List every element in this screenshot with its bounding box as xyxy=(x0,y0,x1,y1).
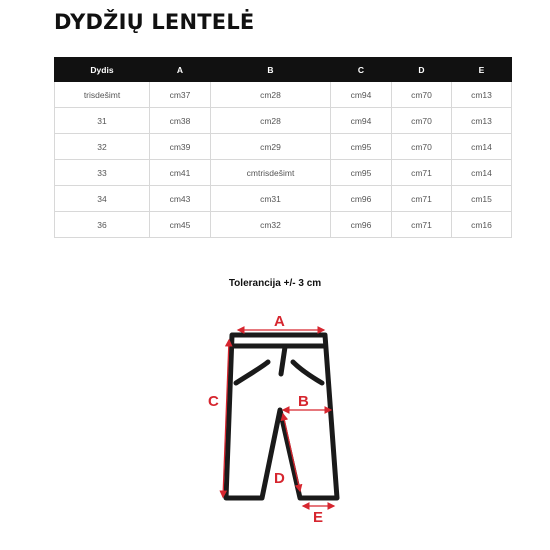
table-cell: cm31 xyxy=(211,186,331,212)
table-cell: cm96 xyxy=(331,186,392,212)
table-cell: cm70 xyxy=(392,108,452,134)
table-cell: 32 xyxy=(55,134,150,160)
table-cell: cm13 xyxy=(452,108,512,134)
table-cell: 31 xyxy=(55,108,150,134)
table-cell: cm38 xyxy=(150,108,211,134)
page-title: DYDŽIŲ LENTELĖ xyxy=(54,10,255,34)
measure-d-line xyxy=(283,414,300,491)
table-cell: cm95 xyxy=(331,160,392,186)
table-cell: cm71 xyxy=(392,212,452,238)
table-cell: cm71 xyxy=(392,160,452,186)
table-cell: cm43 xyxy=(150,186,211,212)
table-cell: trisdešimt xyxy=(55,82,150,108)
right-pocket xyxy=(293,362,322,383)
column-header-c: C xyxy=(331,58,392,82)
left-pocket xyxy=(236,362,268,383)
label-b: B xyxy=(298,393,309,410)
table-cell: cm32 xyxy=(211,212,331,238)
table-cell: cm45 xyxy=(150,212,211,238)
label-e: E xyxy=(313,509,324,526)
column-header-b: B xyxy=(211,58,331,82)
table-cell: cm94 xyxy=(331,108,392,134)
column-header-a: A xyxy=(150,58,211,82)
table-cell: cm41 xyxy=(150,160,211,186)
table-cell: cm94 xyxy=(331,82,392,108)
table-cell: cm28 xyxy=(211,108,331,134)
table-cell: cm29 xyxy=(211,134,331,160)
label-c: C xyxy=(208,393,219,410)
table-cell: cm13 xyxy=(452,82,512,108)
table-cell: 34 xyxy=(55,186,150,212)
column-header-e: E xyxy=(452,58,512,82)
table-cell: cm96 xyxy=(331,212,392,238)
table-cell: cm15 xyxy=(452,186,512,212)
table-cell: 36 xyxy=(55,212,150,238)
column-header-size: Dydis xyxy=(55,58,150,82)
column-header-d: D xyxy=(392,58,452,82)
pants-fly xyxy=(281,347,285,374)
table-cell: cm37 xyxy=(150,82,211,108)
table-cell: cm28 xyxy=(211,82,331,108)
table-cell: cm95 xyxy=(331,134,392,160)
label-d: D xyxy=(274,470,285,487)
table-cell: 33 xyxy=(55,160,150,186)
table-cell: cmtrisdešimt xyxy=(211,160,331,186)
tolerance-note: Tolerancija +/- 3 cm xyxy=(228,278,322,289)
table-cell: cm14 xyxy=(452,160,512,186)
table-cell: cm70 xyxy=(392,134,452,160)
label-a: A xyxy=(274,313,285,330)
table-cell: cm71 xyxy=(392,186,452,212)
table-cell: cm14 xyxy=(452,134,512,160)
table-cell: cm16 xyxy=(452,212,512,238)
table-cell: cm70 xyxy=(392,82,452,108)
table-cell: cm39 xyxy=(150,134,211,160)
